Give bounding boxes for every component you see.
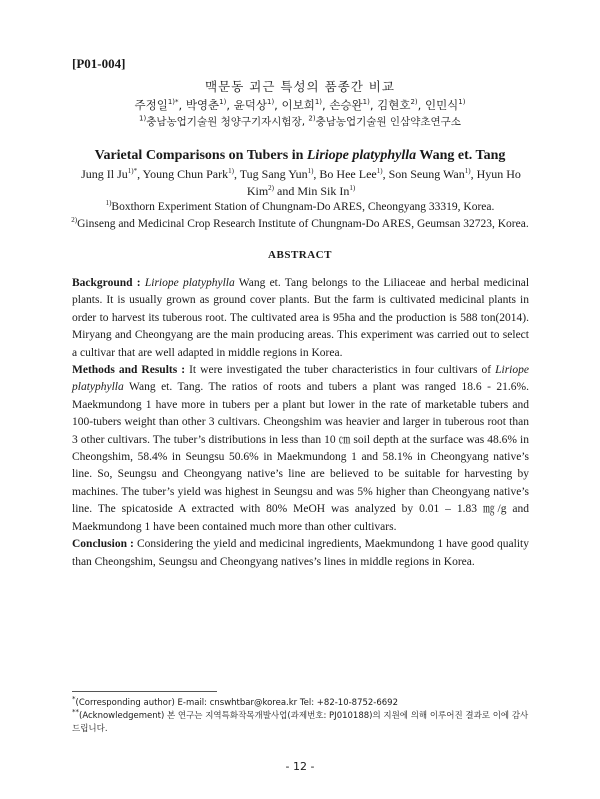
author-name: Hyun [476,167,504,181]
author-name: Ho Kim [246,167,521,198]
affil-2-text: Ginseng and Medicinal Crop Research Institute of Chungnam-Do ARES, Geumsan 32723, Korea. [77,218,529,230]
korean-authors: 주정일$^{1)*}$, 박영춘$^{1)}$, 윤덕상$^{1)}$, 이보희$^{1)}$, 손승완$^{1)}$, 김현호$^{2)}$, 인민식$^{1)}$ [134,98,466,112]
background-species: Liriope platyphylla [144,277,235,289]
author-and: and [274,183,298,198]
ko-author-sup: 1) [219,98,227,107]
english-title [0,148,600,164]
footnote-corresponding [72,697,532,710]
conclusion-text: Considering the yield and medicinal ingredients, Maekmundong 1 have good quality than Cheongshim, Seungsu and Cheongyang natives’s lines in middle regions in Korea. [72,538,529,568]
footnote-divider [72,691,217,692]
background-text: Wang et. Tang belongs to the Liliaceae and herbal medicinal plants. It is usually grown as ground cover plants. But the farm is cultivated medicinal plants in order to harvest its tuberous root. The cultivated area is 95ha and the production is 588 ton(2014). Miryang and Cheongyang are the main producing areas. This experiment was carried out to select a cultivar that are well adapted in middle regions in Korea. [72,277,530,359]
title-species: Liriope platyphylla [306,148,417,163]
ko-affil-1: 충남농업기술원 청양구기자시험장, [146,116,306,128]
footnote-text: (Corresponding author) E-mail: cnswhtbar@korea.kr Tel: +82-10-8752-6692 [75,698,399,708]
footnote-mark: * [72,695,76,704]
title-pre: Varietal Comparisons on Tubers in [94,148,307,163]
conclusion-label: Conclusion : [72,538,134,551]
ko-author-sup: 1) [266,98,275,107]
background-paragraph [72,275,529,362]
author-name: Tug Sang Yun [239,167,308,181]
ko-affil-sup: 1) [139,114,147,123]
methods-species: Liriope platyphylla [72,364,529,394]
ko-author-name: 주정일 [134,98,168,112]
ko-author-sup: 2) [410,98,418,107]
ko-author-sup: 1) [314,98,322,107]
author-name: Young Chun Park [142,167,229,181]
footnote-mark: ** [72,708,79,717]
author-sup: 1) [464,167,471,175]
ko-author-sup: 1)* [167,98,179,107]
ko-author-name: 김현호 [377,98,411,112]
affil-sup: 1) [105,199,112,208]
ko-author-name: 박영춘 [185,98,220,112]
title-post: Wang et. Tang [416,148,506,163]
abstract-body [72,275,529,571]
affiliation-1 [0,201,600,213]
methods-label: Methods and Results : [72,364,186,377]
ko-author-name: 이보희 [281,98,315,112]
methods-text-2: Wang et. Tang. The ratios of roots and tubers a plant was ranged 18.6 - 21.6%. Maekmundong 1 have more in tubers per a plant but lower in the rate of marketable tubers and 100-tubers weight than other 3 cultivars. Cheongshim was heavier and larger in tuberous root than 3 other cultivars. The tuber’s distributions in less than 10 ㎝ soil depth at the surface was 48.6% in Cheongshim, 58.4% in Seungsu 50.6% in Maekmundong 1 and 58.1% in Cheongyang native’s line. So, Seungsu and Cheongyang native’s line are believed to be suitable for harvesting by machines. The tuber’s yield was highest in Seungsu and was 5% higher than Cheongyang native’s line. The spicatoside A extracted with 80% MeOH was analyzed by 0.01 – 1.83 ㎎/g and Maekmundong 1 have been contained much more than other cultivars. [72,381,529,533]
footnote-acknowledgement [72,710,532,736]
ko-affil-2: 충남농업기술원 인삼약초연구소 [315,116,461,128]
author-name: Son Seung Wan [388,167,465,181]
author-name: Jung Il Ju [81,167,128,181]
author-sup: 1) [349,183,356,192]
author-sup: 1)* [127,167,138,175]
conclusion-paragraph [72,536,529,571]
ko-author-name: 손승완 [329,98,363,112]
english-authors: Jung Il $Ju^{1)*}$, Young Chun Park$^{1)}$, Tug Sang Yun$^{1)}$, Bo Hee Lee$^{1)}$, Son Seung Wan$^{1)}$, Hyun Ho Kim$^{2)}$ and Min Sik In$^{1)}$ [81,167,521,198]
abstract-heading: ABSTRACT [268,249,332,261]
author-sup: 2) [268,183,274,192]
ko-author-name: 인민식 [424,98,459,112]
methods-text-1: It were investigated the tuber characteristics in four cultivars of [185,364,496,377]
footnote-text: (Acknowledgement) 본 연구는 지역특화작목개발사업(과제번호: PJ010188)의 지원에 의해 이루어진 결과로 이에 감사드립니다. [72,711,529,734]
ko-affil-sup: 2) [308,114,316,123]
ko-author-name: 윤덕상 [233,98,267,112]
author-name: Min Sik In [297,183,350,198]
methods-paragraph [72,362,529,536]
korean-affiliations [0,114,600,129]
ko-author-sup: 1) [362,98,370,107]
affiliation-2 [0,218,600,230]
background-label: Background : [72,277,141,289]
author-sup: 1) [376,167,383,175]
ko-author-sup: 1) [458,98,466,107]
page-number: - 12 - [285,760,315,773]
abstract-code: [P01-004] [72,56,126,71]
author-sup: 1) [228,167,234,175]
author-sup: 1) [307,167,314,175]
affil-1-text: Boxthorn Experiment Station of Chungnam-Do ARES, Cheongyang 33319, Korea. [111,201,495,213]
affil-sup: 2) [71,216,78,225]
korean-title: 맥문동 괴근 특성의 품종간 비교 [205,79,395,94]
author-name: Bo Hee Lee [319,167,377,181]
